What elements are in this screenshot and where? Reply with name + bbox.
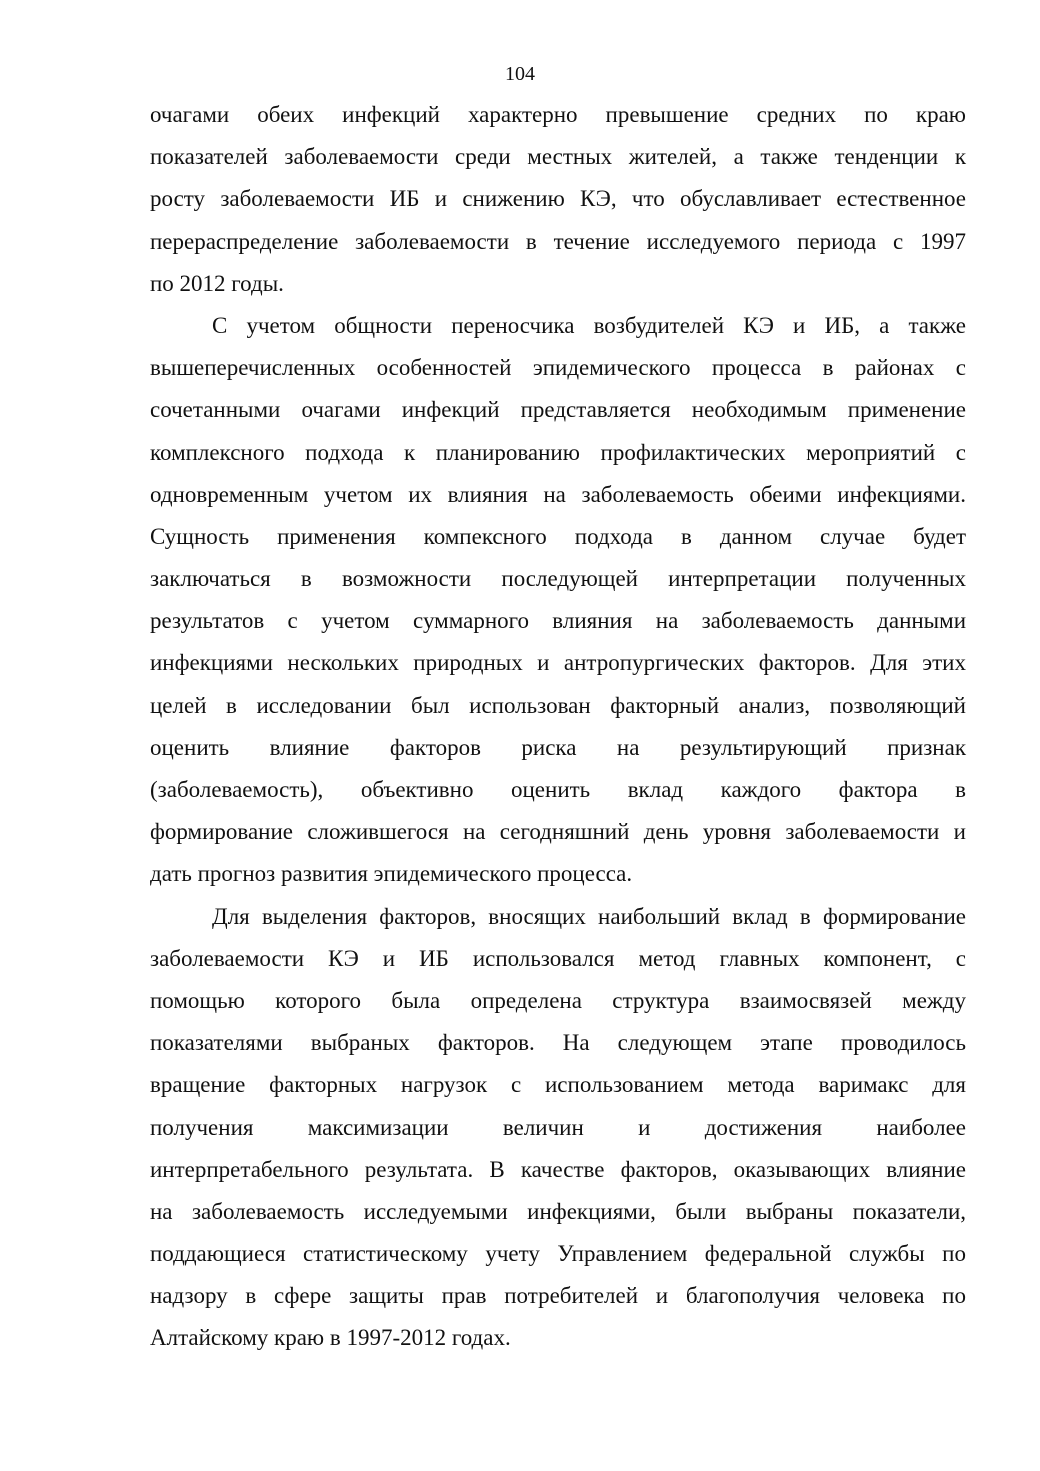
text-line: инфекциями нескольких природных и антропургических факторов. Для этих	[150, 650, 966, 676]
text-line: интерпретабельного результата. В качестве факторов, оказывающих влияние	[150, 1156, 966, 1182]
text-line: помощью которого была определена структура взаимосвязей между	[150, 987, 966, 1013]
text-line: поддающиеся статистическому учету Управлением федеральной службы по	[150, 1241, 966, 1267]
text-line: дать прогноз развития эпидемического процесса.	[150, 861, 633, 887]
text-line: С учетом общности переносчика возбудителей КЭ и ИБ, а также	[212, 312, 966, 338]
text-line: Сущность применения компексного подхода в данном случае будет	[150, 523, 966, 549]
text-line: заключаться в возможности последующей интерпретации полученных	[150, 566, 966, 592]
text-line: вращение факторных нагрузок с использованием метода варимакс для	[150, 1072, 966, 1098]
text-line: сочетанными очагами инфекций представляется необходимым применение	[150, 397, 966, 423]
text-line: вышеперечисленных особенностей эпидемического процесса в районах с	[150, 355, 966, 381]
text-line: целей в исследовании был использован факторный анализ, позволяющий	[150, 692, 966, 718]
text-line: оценить влияние факторов риска на результирующий признак	[150, 734, 966, 760]
text-line: на заболеваемость исследуемыми инфекциями, были выбраны показатели,	[150, 1198, 966, 1224]
text-line: показателями выбраных факторов. На следующем этапе проводилось	[150, 1030, 966, 1056]
text-line: по 2012 годы.	[150, 270, 284, 296]
text-line: заболеваемости КЭ и ИБ использовался метод главных компонент, с	[150, 945, 966, 971]
text-line: Алтайскому краю в 1997-2012 годах.	[150, 1325, 511, 1351]
paragraph-3	[150, 896, 966, 1360]
text-line: результатов с учетом суммарного влияния на заболеваемость данными	[150, 608, 966, 634]
text-line: формирование сложившегося на сегодняшний день уровня заболеваемости и	[150, 819, 966, 845]
text-line: надзору в сфере защиты прав потребителей и благополучия человека по	[150, 1283, 966, 1309]
text-line: перераспределение заболеваемости в течение исследуемого периода с 1997	[150, 228, 966, 254]
text-line: очагами обеих инфекций характерно превышение средних по краю	[150, 102, 966, 127]
text-line: Для выделения факторов, вносящих наибольший вклад в формирование	[212, 903, 966, 929]
text-line: комплексного подхода к планированию профилактических мероприятий с	[150, 439, 966, 465]
text-line: (заболеваемость), объективно оценить вклад каждого фактора в	[150, 777, 966, 802]
text-line: росту заболеваемости ИБ и снижению КЭ, что обуславливает естественное	[150, 186, 966, 212]
paragraph-1	[150, 94, 966, 305]
paragraph-2	[150, 305, 966, 896]
text-line: одновременным учетом их влияния на заболеваемость обеими инфекциями.	[150, 481, 966, 507]
text-line: показателей заболеваемости среди местных жителей, а также тенденции к	[150, 144, 966, 170]
document-body	[150, 94, 966, 1360]
text-line: получения максимизации величин и достижения наиболее	[150, 1114, 966, 1140]
page-number: 104	[505, 63, 535, 85]
